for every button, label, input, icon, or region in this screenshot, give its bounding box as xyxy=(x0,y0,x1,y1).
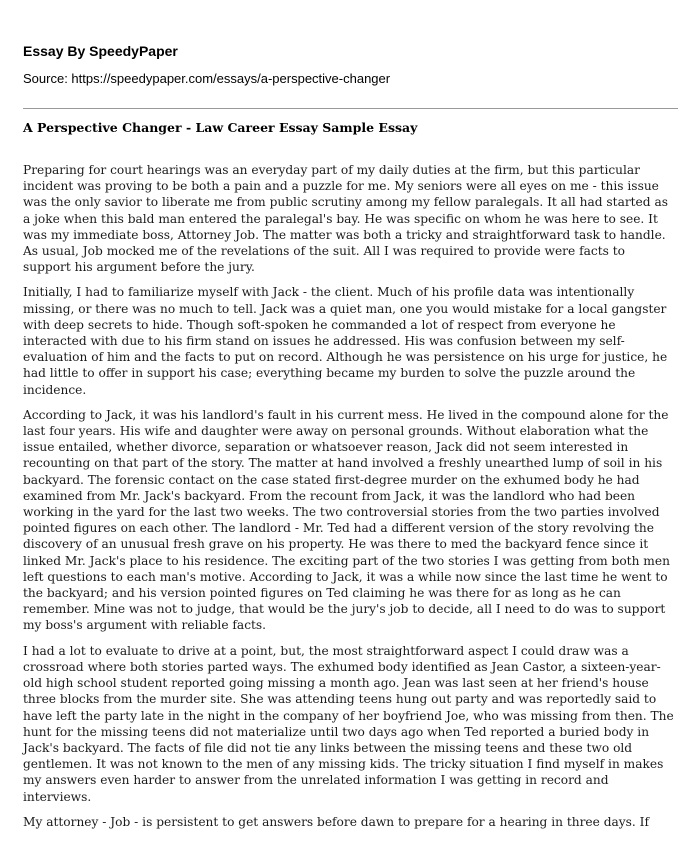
essay-title: A Perspective Changer - Law Career Essay Sample Essay xyxy=(23,120,418,135)
source-line: Source: https://speedypaper.com/essays/a-perspective-changer xyxy=(23,71,391,86)
essay-paragraph: Preparing for court hearings was an everyday part of my daily duties at the firm, but this particular incident was proving to be both a pain and a puzzle for me. My seniors were all eyes on me - this issue was the only savior to liberate me from public scrutiny among my fellow paralegals. It all had started as a joke when this bald man entered the paralegal's bay. He was specific on whom he was here to see. It was my immediate boss, Attorney Job. The matter was both a tricky and straightforward task to handle. As usual, Job mocked me of the revelations of the suit. All I was required to provide were facts to support his argument before the jury. xyxy=(23,163,668,275)
essay-body xyxy=(23,162,675,839)
essay-paragraph: Initially, I had to familiarize myself with Jack - the client. Much of his profile data was intentionally missing, or there was no much to tell. Jack was a quiet man, one you would mistake for a local gangster with deep secrets to hide. Though soft-spoken he commanded a lot of respect from everyone he interacted with due to his firm stand on issues he addressed. His was confusion between my self-evaluation of him and the facts to put on record. Although he was persistence on his urge for justice, he had little to offer in support his case; everything became my burden to solve the puzzle around the incidence. xyxy=(23,285,668,397)
brand-heading: Essay By SpeedyPaper xyxy=(23,43,178,59)
essay-paragraph: I had a lot to evaluate to drive at a point, but, the most straightforward aspect I could draw was a crossroad where both stories parted ways. The exhumed body identified as Jean Castor, a sixteen-year-old high school student reported going missing a month ago. Jean was last seen at her friend's house three blocks from the murder site. She was attending teens hung out party and was reportedly said to have left the party late in the night in the company of her boyfriend Joe, who was missing from then. The hunt for the missing teens did not materialize until two days ago when Ted reported a buried body in Jack's backyard. The facts of file did not tie any links between the missing teens and these two old gentlemen. It was not known to the men of any missing kids. The tricky situation I find myself in makes my answers even harder to answer from the unrelated information I was getting in record and interviews. xyxy=(23,643,674,804)
divider xyxy=(23,108,678,109)
essay-paragraph: According to Jack, it was his landlord's fault in his current mess. He lived in the compound alone for the last four years. His wife and daughter were away on personal grounds. Without elaboration what the issue entailed, whether divorce, separation or whatsoever reason, Jack did not seem interested in recounting on that part of the story. The matter at hand involved a freshly unearthed lump of soil in his backyard. The forensic contact on the case stated first-degree murder on the exhumed body he had examined from Mr. Jack's backyard. From the recount from Jack, it was the landlord who had been working in the yard for the last two weeks. The two controversial stories from the two parties involved pointed figures on each other. The landlord - Mr. Ted had a different version of the story revolving the discovery of an unusual fresh grave on his property. He was there to med the backyard fence since it linked Mr. Jack's place to his residence. The exciting part of the two stories I was getting from both men left questions to each man's motive. According to Jack, it was a while now since the last time he went to the backyard; and his version pointed figures on Ted claiming he was there for as long as he can remember. Mine was not to judge, that would be the jury's job to decide, all I need to do was to support my boss's argument with reliable facts. xyxy=(23,407,670,633)
essay-paragraph: My attorney - Job - is persistent to get answers before dawn to prepare for a hearing in three days. If xyxy=(23,814,650,829)
